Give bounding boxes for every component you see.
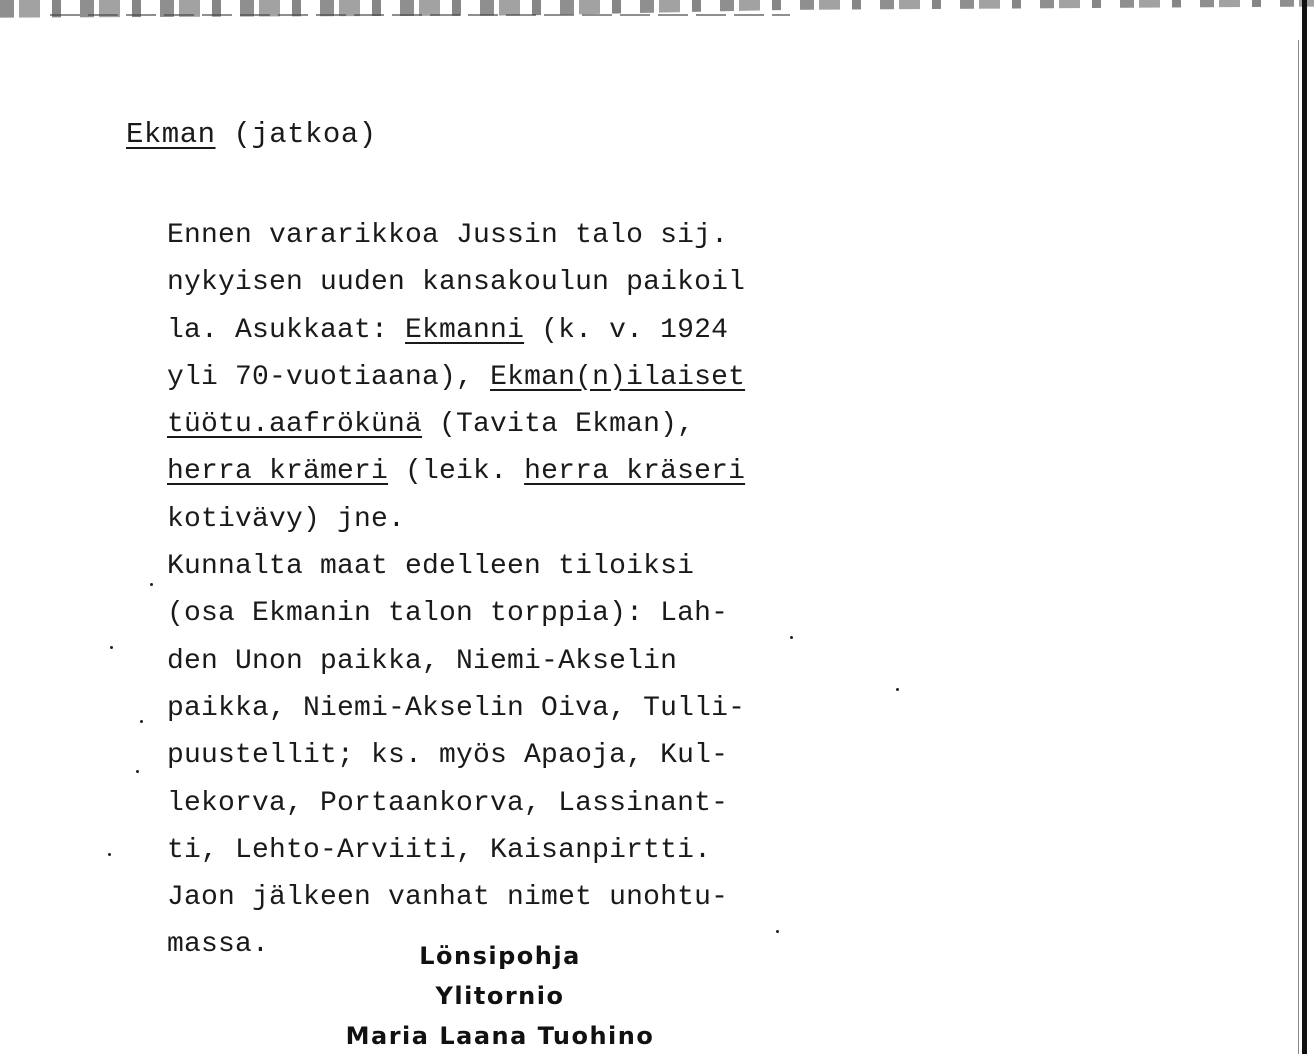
body-line: [167, 354, 807, 401]
scan-speck: [108, 853, 111, 856]
body-text-segment: puustellit; ks. myös Apaoja, Kul-: [167, 740, 729, 772]
body-text-segment: yli 70-vuotiaana),: [167, 361, 491, 393]
underlined-term: Ekman(n)ilaiset: [490, 361, 746, 393]
body-text-segment: Jaon jälkeen vanhat nimet unohtu-: [167, 882, 729, 914]
body-line: [167, 401, 807, 448]
scan-edge-right-thin: [1298, 40, 1299, 1054]
underlined-term: tüötu.aafrökünä: [167, 409, 423, 441]
stamp-parish: Ylitornio: [435, 982, 565, 1010]
body-line: [167, 590, 807, 637]
scan-edge-right: [1302, 0, 1307, 1054]
body-text-segment: (Tavita Ekman),: [422, 409, 695, 441]
body-text-segment: (osa Ekmanin talon torppia): Lah-: [167, 598, 729, 630]
body-text-segment: la. Asukkaat:: [167, 314, 406, 346]
underlined-term: Ekmanni: [405, 314, 525, 346]
body-line: [167, 543, 807, 590]
card-body-text: [167, 212, 807, 969]
scan-speck: [150, 583, 153, 586]
stamp-region: Lönsipohja: [419, 942, 581, 970]
card-heading: [126, 118, 377, 151]
scan-artifact-top: [0, 0, 1314, 22]
body-line: [167, 212, 807, 259]
underlined-term: herra kräseri: [524, 456, 746, 488]
body-text-segment: den Unon paikka, Niemi-Akselin: [167, 645, 678, 677]
scan-speck: [110, 646, 113, 649]
scan-speck: [136, 770, 139, 773]
scan-artifact-line: [50, 14, 790, 16]
body-text-segment: (k. v. 1924: [524, 314, 729, 346]
body-line: [167, 827, 807, 874]
stamp-collector: Maria Laana Tuohino: [345, 1022, 655, 1050]
body-text-segment: nykyisen uuden kansakoulun paikoil: [167, 267, 746, 299]
body-line: [167, 638, 807, 685]
body-text-segment: ti, Lehto-Arviiti, Kaisanpirtti.: [167, 834, 712, 866]
body-line: [167, 448, 807, 495]
archive-stamp: [300, 936, 700, 1054]
body-line: [167, 259, 807, 306]
body-line: [167, 685, 807, 732]
body-text-segment: Ennen vararikkoa Jussin talo sij.: [167, 220, 729, 251]
body-text-segment: kotivävy) jne.: [167, 503, 406, 535]
body-line: [167, 307, 807, 354]
body-text-segment: Kunnalta maat edelleen tiloiksi: [167, 551, 695, 583]
body-text-segment: paikka, Niemi-Akselin Oiva, Tulli-: [167, 692, 746, 724]
underlined-term: herra krämeri: [167, 456, 389, 488]
body-text-segment: massa.: [167, 929, 270, 961]
body-text-segment: lekorva, Portaankorva, Lassinant-: [167, 787, 729, 819]
body-line: [167, 496, 807, 543]
body-line: [167, 732, 807, 779]
body-line: [167, 780, 807, 827]
scan-speck: [140, 720, 143, 723]
scan-speck: [896, 688, 899, 691]
heading-suffix: (jatkoa): [215, 118, 377, 151]
body-text-segment: (leik.: [388, 456, 525, 488]
heading-name: Ekman: [126, 118, 216, 151]
body-line: [167, 874, 807, 921]
